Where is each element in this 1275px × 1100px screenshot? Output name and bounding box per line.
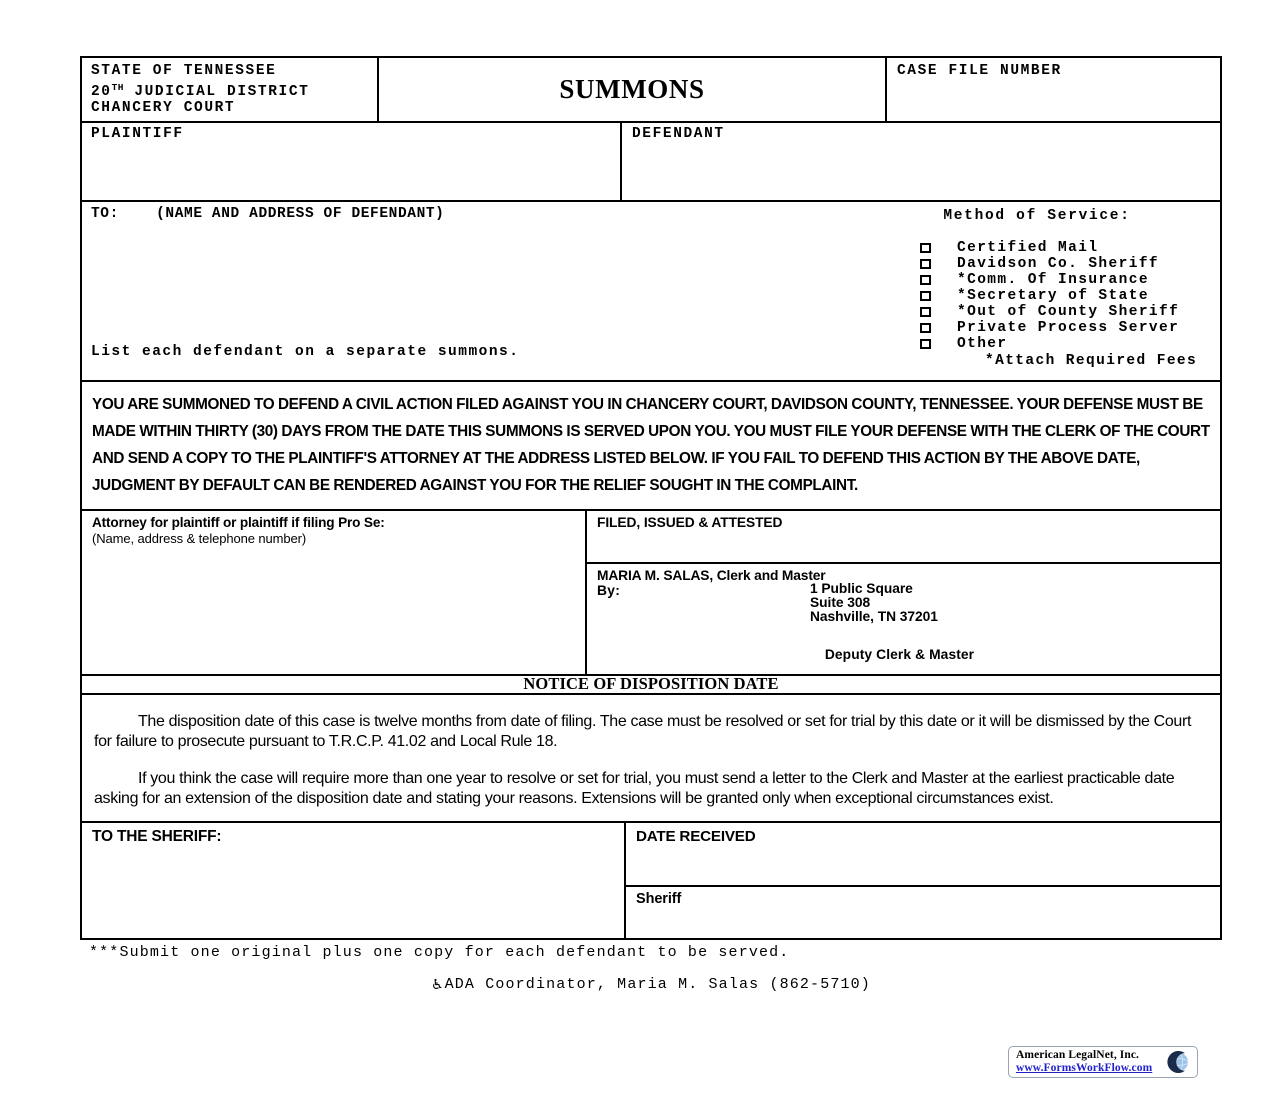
summons-body-row: [82, 382, 1220, 511]
plaintiff-label: PLAINTIFF: [91, 125, 184, 142]
method-item[interactable]: [842, 336, 1212, 352]
to-line: TO: (NAME AND ADDRESS OF DEFENDANT): [91, 205, 445, 222]
ada-coordinator-note: [80, 976, 1222, 993]
judicial-district-line: 20TH JUDICIAL DISTRICT: [91, 81, 310, 100]
notice-body-row: [82, 695, 1220, 823]
date-received-cell[interactable]: [626, 823, 1220, 887]
attorney-clerk-row: [82, 511, 1220, 676]
clerk-address-line-2: Suite 308: [810, 594, 871, 610]
checkbox-icon[interactable]: [920, 307, 931, 317]
notice-paragraph-1: The disposition date of this case is twelve months from date of filing. The case must be resolved or set for trial by this date or it will be dismissed by the Court for failure to prosecute pursuant to T.R.C.P. 41.02 and Local Rule 18.: [94, 712, 1192, 750]
globe-icon: [1165, 1050, 1191, 1075]
clerk-name: MARIA M. SALAS, Clerk and Master: [597, 567, 826, 583]
method-label: *Secretary of State: [957, 287, 1149, 304]
service-row: [82, 202, 1220, 382]
method-item[interactable]: [842, 304, 1212, 320]
notice-heading-row: [82, 673, 1220, 695]
method-item[interactable]: [842, 256, 1212, 272]
clerk-address: [810, 582, 938, 624]
ada-coordinator-text: ADA Coordinator, Maria M. Salas (862-5710): [444, 976, 871, 993]
sheriff-row: [82, 823, 1220, 938]
clerk-column: [587, 511, 1220, 674]
notice-of-disposition-date-heading: NOTICE OF DISPOSITION DATE: [523, 673, 779, 693]
deputy-clerk-master-label: Deputy Clerk & Master: [824, 646, 975, 662]
wheelchair-accessibility-icon: ♿: [431, 977, 444, 993]
attorney-subheading: (Name, address & telephone number): [92, 530, 307, 546]
checkbox-icon[interactable]: [920, 275, 931, 285]
chancery-court-line: CHANCERY COURT: [91, 100, 236, 116]
summons-body-text: YOU ARE SUMMONED TO DEFEND A CIVIL ACTION FILED AGAINST YOU IN CHANCERY COURT, DAVIDSON COUNTY, TENNESSEE. YOUR DEFENSE MUST BE MADE WITHIN THIRTY (30) DAYS FROM THE DATE THIS SUMMONS IS SERVED UPON YOU. YOU MUST FILE YOUR DEFENSE WITH THE CLERK OF THE COURT AND SEND A COPY TO THE PLAINTIFF'S ATTORNEY AT THE ADDRESS LISTED BELOW. IF YOU FAIL TO DEFEND THIS ACTION BY THE ABOVE DATE, JUDGMENT BY DEFAULT CAN BE RENDERED AGAINST YOU FOR THE RELIEF SOUGHT IN THE COMPLAINT.: [92, 395, 1210, 494]
to-the-sheriff-cell[interactable]: [82, 823, 626, 938]
parties-row: [82, 123, 1220, 202]
method-item[interactable]: [842, 320, 1212, 336]
legalnet-text-block: [1016, 1049, 1152, 1074]
sheriff-signature-cell[interactable]: [626, 887, 1220, 938]
checkbox-icon[interactable]: [920, 259, 931, 269]
checkbox-icon[interactable]: [920, 339, 931, 349]
method-label: *Comm. Of Insurance: [957, 271, 1149, 288]
case-file-number-label: CASE FILE NUMBER: [897, 63, 1062, 79]
defendant-cell[interactable]: [622, 123, 1220, 200]
notice-body-text: [82, 695, 1220, 821]
court-identification-cell: [82, 58, 379, 121]
checkbox-icon[interactable]: [920, 291, 931, 301]
checkbox-icon[interactable]: [920, 323, 931, 333]
state-line: STATE OF TENNESSEE: [91, 63, 277, 79]
case-file-number-cell[interactable]: [887, 58, 1220, 121]
american-legalnet-logo: [1008, 1046, 1198, 1078]
clerk-by-label: By:: [597, 582, 621, 598]
clerk-address-line-3: Nashville, TN 37201: [810, 608, 938, 624]
clerk-and-master-cell[interactable]: [587, 564, 1220, 674]
method-of-service-group: [842, 208, 1212, 369]
filed-issued-attested-cell[interactable]: [587, 511, 1220, 564]
method-label: *Out of County Sheriff: [957, 303, 1180, 320]
summons-title-cell: [379, 58, 887, 121]
sheriff-right-column: [626, 823, 1220, 938]
page-title: SUMMONS: [559, 73, 705, 104]
method-label: Davidson Co. Sheriff: [957, 255, 1160, 272]
list-each-defendant-note: List each defendant on a separate summons.: [91, 343, 520, 360]
plaintiff-cell[interactable]: [82, 123, 622, 200]
notice-paragraph-2: If you think the case will require more than one year to resolve or set for trial, you must send a letter to the Clerk and Master at the earliest practicable date asking for an extension of the disposition date and stating your reasons. Extensions will be granted only when exceptional circumstances exist.: [94, 769, 1175, 807]
defendant-address-cell[interactable]: [82, 202, 1220, 380]
method-of-service-title: Method of Service:: [943, 207, 1131, 224]
checkbox-icon[interactable]: [920, 243, 931, 253]
method-label: Private Process Server: [957, 319, 1180, 336]
filed-issued-attested-label: FILED, ISSUED & ATTESTED: [597, 514, 783, 530]
method-item[interactable]: [842, 288, 1212, 304]
date-received-label: DATE RECEIVED: [636, 827, 756, 845]
legalnet-url-link[interactable]: www.FormsWorkFlow.com: [1016, 1062, 1153, 1074]
method-label: Other: [957, 335, 1008, 352]
method-of-service-list: [842, 240, 1212, 352]
attach-required-fees-note: *Attach Required Fees: [985, 352, 1198, 369]
to-the-sheriff-label: TO THE SHERIFF:: [92, 827, 222, 845]
method-item[interactable]: [842, 272, 1212, 288]
submit-copies-note: ***Submit one original plus one copy for each defendant to be served.: [89, 944, 790, 961]
method-item[interactable]: [842, 240, 1212, 256]
clerk-address-line-1: 1 Public Square: [810, 580, 913, 596]
form-header-row: [82, 58, 1220, 123]
defendant-label: DEFENDANT: [632, 125, 725, 142]
legalnet-company-name: American LegalNet, Inc.: [1016, 1049, 1140, 1061]
attorney-heading: Attorney for plaintiff or plaintiff if filing Pro Se:: [92, 514, 385, 530]
summons-form-table: [80, 56, 1222, 940]
sheriff-label: Sheriff: [636, 890, 682, 907]
method-label: Certified Mail: [957, 239, 1099, 256]
attorney-cell[interactable]: [82, 511, 587, 674]
